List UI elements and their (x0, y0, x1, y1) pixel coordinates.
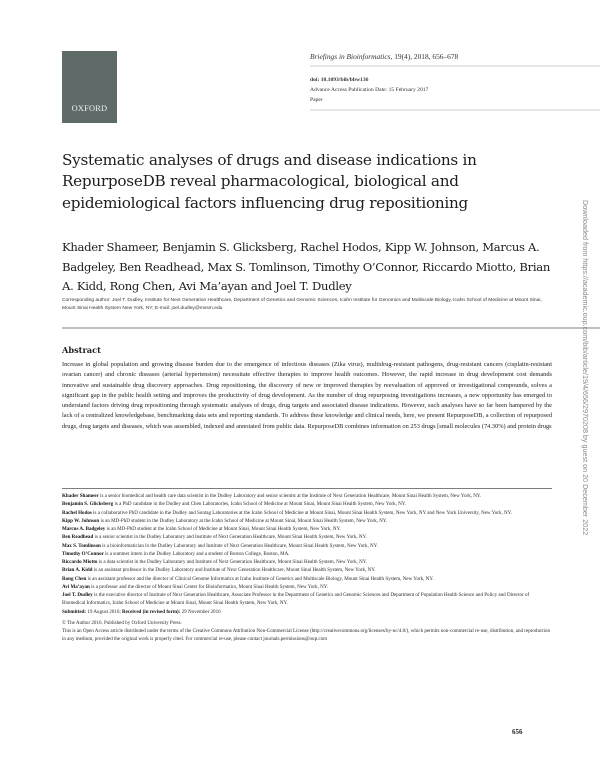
bio-name: Joel T. Dudley (62, 592, 93, 598)
watermark-text: Downloaded from https://academic.oup.com/bib/article/19/4/656/2970208 by guest on 20 December 2022 (581, 200, 590, 536)
bio-text: is an assistant professor and the director of Clinical Genome Informatics at Icahn Institute of Genetics and Multiscale Biology, Mount Sinai Health System, New York, NY. (86, 575, 434, 582)
article-title: Systematic analyses of drugs and disease indications in RepurposeDB reveal pharmacological, biological and epidemiological factors influencing drug repositioning (62, 151, 477, 212)
bio-text: is the executive director of Institute of Next Generation Healthcare, Associate Professor in the Department of Genetics and Genomic Sciences and Department of Population Health Science and Policy and Director of Biomedical Informatics, Icahn School of Medicine at Mount Sinai, Mount Sinai Health System, New York, NY. (62, 592, 530, 607)
bio-item (62, 533, 552, 541)
bio-name: Brian A. Kidd (62, 567, 93, 574)
bio-text: is a PhD candidate in the Dudley and Chen Laboratories, Icahn School of Medicine at Mount Sinai, Mount Sinai Health System, New York, NY. (113, 501, 407, 508)
copyright: © The Author 2016. Published by Oxford University Press. (62, 619, 182, 626)
bio-name: Rachel Hodos (62, 509, 92, 516)
bio-text: is an MD-PhD student in the Dudley Laboratory at the Icahn School of Medicine at Mount Sinai, Mount Sinai Health System, New York, NY. (99, 517, 388, 524)
bio-item (62, 525, 552, 533)
bio-item (62, 550, 552, 558)
bio-item (62, 558, 552, 566)
bio-name: Kipp W. Johnson (62, 517, 100, 524)
doi[interactable]: doi: 10.1093/bib/bbw136 (310, 77, 369, 83)
abstract (62, 344, 552, 432)
bio-item (62, 591, 552, 608)
bio-name: Khader Shameer (62, 493, 99, 499)
bio-item (62, 492, 552, 500)
bio-text: is a bioinformatician in the Dudley Laboratory and Institute of Next Generation Healthcare, Mount Sinai Health System, New York, NY. (100, 542, 378, 549)
received-date: 29 November 2016 (180, 608, 221, 615)
bio-item (62, 575, 552, 583)
journal-name: Briefings in Bioinformatics, (310, 52, 393, 61)
submitted-date: 19 August 2016; (86, 608, 123, 615)
article-meta (310, 75, 600, 105)
author-list: Khader Shameer, Benjamin S. Glicksberg, Rachel Hodos, Kipp W. Johnson, Marcus A. Badgeley, Ben Readhead, Max S. Tomlinson, Timothy O’Connor, Riccardo Miotto, Brian A. Kidd, Rong Chen, Avi Ma’ayan and Joel T. Dudley (62, 240, 551, 293)
bio-name: Rong Chen (62, 575, 87, 582)
author-bios (62, 492, 552, 644)
bio-name: Max S. Tomlinson (62, 542, 101, 549)
bio-name: Timothy O’Connor (62, 550, 104, 557)
bio-name: Marcus A. Badgeley (62, 526, 106, 532)
submission-dates (62, 608, 552, 616)
abstract-text: Increase in global population and growing disease burden due to the emergence of infectious diseases (Zika virus), multidrug-resistant pathogens, drug-resistant cancers (cisplatin-resistant ovarian cancer) and chronic diseases (arterial hypertension) necessitate effective therapies to improve health outcomes. However, the rapid increase in drug development cost demands innovative and sustainable drug discovery approaches. Drug repositioning, the discovery of new or improved therapies by reevaluation of approved or investigational compounds, solves a significant gap in the public health setting and improves the productivity of drug development. As the number of drug repurposing investigations increases, a new opportunity has emerged to understand factors driving drug repositioning through systematic analyses of drugs, drug targets and associated disease indications. However, such analyses have so far been hampered by the lack of a centralized knowledgebase, benchmarking data sets and reporting standards. To address these knowledge and clinical needs, here, we present RepurposeDB, a collection of repurposed drugs, drug targets and diseases, which was assembled, indexed and annotated from public data. RepurposeDB combines information on 253 drugs [small molecules (74.30%) and protein drugs (62, 361, 552, 430)
corresponding-author: Corresponding author: Joel T. Dudley, Institute for Next Generation Healthcare, Department of Genetics and Genomic Sciences, Icahn Institute for Genomics and Multiscale Biology, Icahn School of Medicine at Mount Sinai, Mount Sinai Health System New York, NY; E-mail: joel.dudley@mssm.edu (62, 298, 542, 312)
header-divider-bottom (310, 109, 600, 111)
bio-text: is a data scientist in the Dudley Laboratory and Institute of Next Generation Healthcare, Mount Sinai Health System, New York, NY. (97, 559, 368, 565)
logo-text: OXFORD (71, 104, 108, 113)
advance-access-date: Advance Access Publication Date: 15 February 2017 (310, 87, 429, 93)
oxford-logo (62, 51, 117, 123)
license-text: This is an Open Access article distributed under the terms of the Creative Commons Attribution Non-Commercial License (http://creativecommons.org/licenses/by-nc/4.0/), which permits non-commercial re-use, distribution, and reproduction in any medium, provided the original work is properly cited. For commercial re-use, please contact journals.permissions@oup.com (62, 628, 551, 643)
bio-text: is a collaborative PhD candidate in the Dudley and Sontag Laboratories at the Icahn School of Medicine at Mount Sinai, Mount Sinai Health System, New York, NY and New York University, New York, NY. (91, 509, 512, 516)
bio-item (62, 583, 552, 591)
section-divider (62, 327, 600, 329)
bios-divider (62, 488, 552, 489)
submitted-label: Submitted: (62, 608, 87, 615)
bio-text: is a senior biomedical and health care data scientist in the Dudley Laboratory and senior scientist at the Institute of Next Generation Healthcare, Mount Sinai Health System, New York, NY. (98, 493, 482, 499)
volume-issue: 19(4), 2018, 656–678 (394, 52, 459, 61)
bio-text: is an assistant professor in the Dudley Laboratory and Institute of Next Generation Healthcare, Mount Sinai Health System, New York, NY. (92, 567, 376, 574)
bio-item (62, 566, 552, 574)
bio-item (62, 517, 552, 525)
bio-name: Ben Readhead (62, 534, 94, 541)
bio-item (62, 509, 552, 517)
header-divider (310, 65, 600, 67)
journal-citation (310, 50, 600, 63)
bio-name: Avi Ma’ayan (62, 583, 90, 590)
download-watermark (578, 200, 592, 600)
bio-name: Benjamin S. Glicksberg (62, 501, 114, 508)
bio-item (62, 542, 552, 550)
page-number: 656 (512, 728, 523, 736)
journal-header (310, 50, 600, 111)
bio-text: is an MD-PhD student at the Icahn School of Medicine at Mount Sinai, Mount Sinai Health System, New York, NY. (105, 526, 341, 532)
bio-text: is a senior scientist in the Dudley Laboratory and Institute of Next Generation Healthcare, Mount Sinai Health System, New York, NY. (93, 534, 367, 541)
received-label: Received (in revised form): (122, 608, 181, 615)
bio-text: is a professor and the director of Mount Sinai Center for Bioinformatics, Mount Sinai Health System, New York, NY. (89, 583, 329, 590)
bio-text: is a summer intern in the Dudley Laboratory and a student of Boston College, Boston, MA. (103, 550, 290, 557)
abstract-heading: Abstract (62, 345, 101, 355)
bio-item (62, 500, 552, 508)
bio-name: Riccardo Miotto (62, 559, 98, 565)
article-type: Paper (310, 97, 323, 103)
